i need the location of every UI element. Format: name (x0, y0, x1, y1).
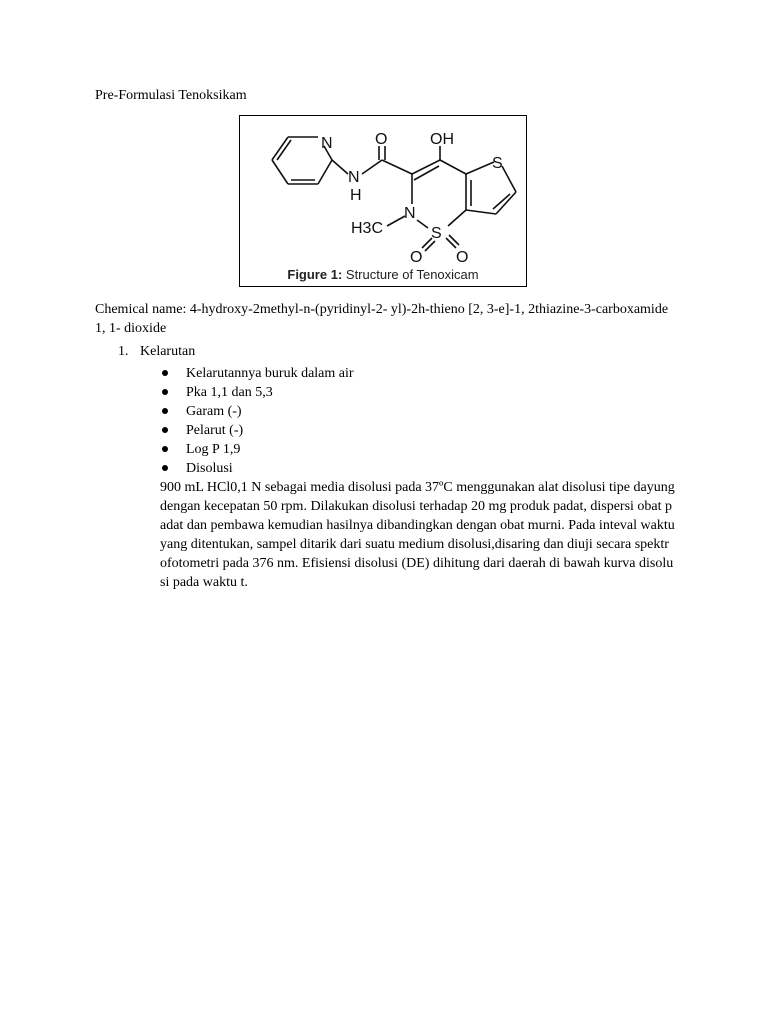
dissolution-paragraph: 900 mL HCl0,1 N sebagai media disolusi pada 37ºC menggunakan alat disolusi tipe dayung dengan kecepatan 50 rpm. Dilakukan disolusi terhadap 20 mg produk padat, dispersi obat padat dan pembawa kemudian hasilnya dibandingkan dengan obat murni. Pada inteval waktu yang ditentukan, sampel ditarik dari suatu medium disolusi,disaring dan diuji secara spektrofotometri pada 376 nm. Efisiensi disolusi (DE) dihitung dari daerah di bawah kurva disolusi pada waktu t. (160, 480, 675, 590)
bullet-icon (162, 465, 168, 471)
bullet-list (160, 364, 354, 478)
section-title: Kelarutan (140, 344, 196, 359)
list-item-text: Kelarutannya buruk dalam air (186, 366, 354, 381)
figure-caption-text: Structure of Tenoxicam (342, 267, 479, 282)
bullet-icon (162, 370, 168, 376)
figure-caption (240, 267, 526, 282)
section-number: 1. (118, 344, 129, 359)
list-item (160, 364, 354, 383)
structure-figure (239, 115, 527, 287)
bullet-icon (162, 389, 168, 395)
atom-label: S (431, 225, 442, 242)
bullet-icon (162, 408, 168, 414)
atom-label: OH (430, 131, 454, 148)
list-item (160, 440, 354, 459)
list-item (160, 402, 354, 421)
list-item-text: Garam (-) (186, 404, 242, 419)
bullet-icon (162, 427, 168, 433)
section-heading (118, 344, 195, 360)
atom-label: O (410, 249, 423, 266)
list-item (160, 383, 354, 402)
list-item-text: Pka 1,1 dan 5,3 (186, 385, 273, 400)
figure-caption-label: Figure 1: (287, 267, 343, 282)
list-item (160, 459, 354, 478)
atom-label: H (350, 187, 362, 204)
chemical-name: Chemical name: 4-hydroxy-2methyl-n-(pyridinyl-2- yl)-2h-thieno [2, 3-e]-1, 2thiazine-3-carboxamide 1, 1- dioxide (95, 302, 669, 336)
atom-label: O (375, 131, 388, 148)
atom-label: N (404, 205, 416, 222)
atom-label: N (348, 169, 360, 186)
list-item (160, 421, 354, 440)
atom-label: H3C (351, 220, 384, 237)
tenoxicam-structure-diagram (240, 116, 528, 266)
atom-label: S (492, 155, 503, 172)
bullet-icon (162, 446, 168, 452)
list-item-text: Pelarut (-) (186, 423, 244, 438)
list-item-text: Log P 1,9 (186, 442, 241, 457)
list-item-text: Disolusi (186, 461, 233, 476)
atom-label: N (321, 135, 333, 152)
document-title: Pre-Formulasi Tenoksikam (95, 88, 247, 103)
atom-label: O (456, 249, 469, 266)
